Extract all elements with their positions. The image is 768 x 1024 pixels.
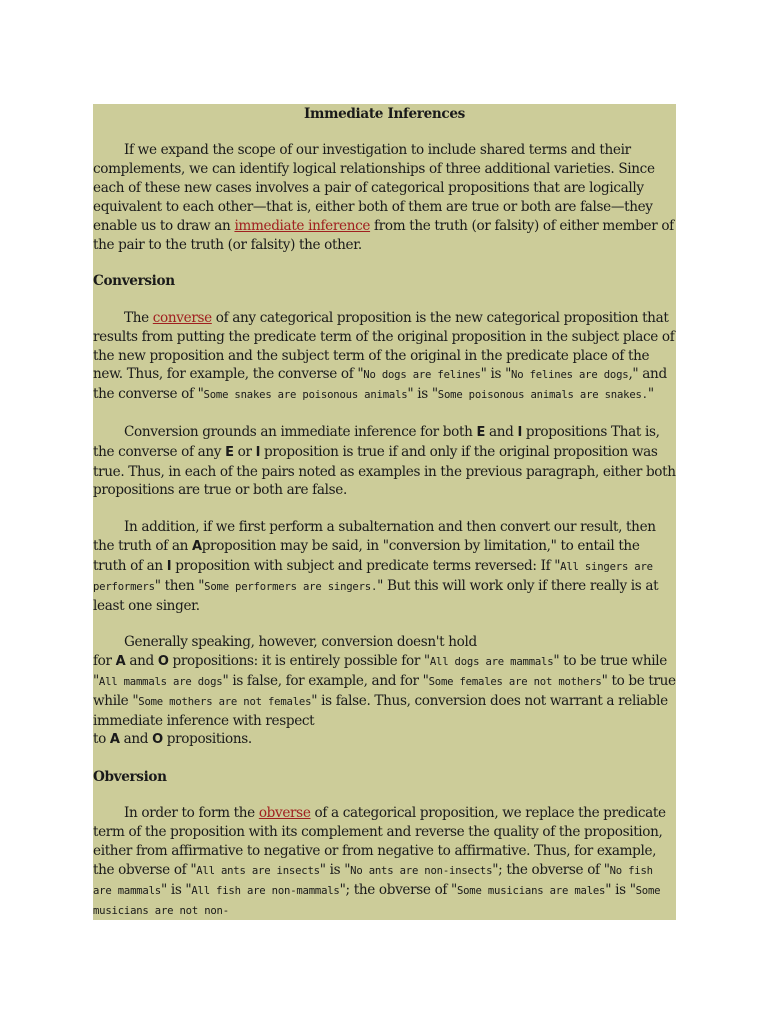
- proposition-letter: I: [517, 424, 522, 440]
- paragraph-text: "; the obverse of ": [339, 881, 457, 898]
- converse-link[interactable]: converse: [152, 309, 212, 326]
- paragraph-text: to: [93, 731, 110, 748]
- example-proposition: Some mothers are not females: [138, 695, 312, 708]
- obverse-link[interactable]: obverse: [258, 805, 311, 822]
- proposition-letter: A: [109, 732, 120, 748]
- paragraph-text: " But this will work only if there really is at least one singer.: [93, 577, 659, 614]
- paragraph-text: " to be true while ": [93, 672, 676, 709]
- paragraph-text: and: [119, 731, 153, 748]
- proposition-letter: I: [255, 444, 261, 460]
- paragraph-text: Generally speaking, however, conversion doesn't hold: [124, 633, 477, 650]
- example-proposition: All ants are insects: [196, 864, 320, 877]
- conversion-paragraph-1: [93, 309, 676, 406]
- paragraph-text: propositions That is, the converse of any: [93, 423, 660, 460]
- conversion-paragraph-3: [93, 518, 676, 616]
- paragraph-text: " is ": [407, 386, 438, 403]
- paragraph-text: In addition, if we first perform a subalternation and then convert our result, then the truth of an: [93, 518, 656, 554]
- proposition-letter: E: [476, 424, 485, 440]
- example-proposition: No dogs are felines: [363, 369, 481, 382]
- example-proposition: No fish are mammals: [93, 864, 653, 897]
- paragraph-text: " is ": [319, 861, 351, 878]
- paragraph-text: or: [233, 443, 256, 460]
- paragraph-text: for: [93, 652, 116, 669]
- example-proposition: All mammals are dogs: [98, 675, 223, 688]
- example-proposition: No ants are non-insects: [350, 864, 493, 877]
- example-proposition: Some musicians are males: [456, 884, 606, 897]
- proposition-letter: O: [152, 732, 163, 748]
- example-proposition: No felines are dogs: [511, 369, 629, 382]
- paragraph-text: proposition is true if and only if the original proposition was true. Thus, in each of the pairs noted as examples in the previous paragraph, either both propositions are true or both are false.: [93, 443, 676, 499]
- example-proposition: Some snakes are poisonous animals: [203, 389, 408, 402]
- paragraph-text: proposition may be said, in "conversion by limitation," to entail the truth of an: [93, 537, 640, 574]
- paragraph-text: " is false, for example, and for ": [222, 672, 429, 689]
- example-proposition: All fish are non-mammals: [191, 884, 340, 897]
- proposition-letter: I: [166, 558, 172, 574]
- paragraph-text: of any categorical proposition is the new categorical proposition that results from putting the predicate term of the original proposition in the subject place of the new proposition and the subject term of the original in the predicate place of the new. Thus, for example, the converse of ": [93, 309, 675, 383]
- obversion-paragraph-1: [93, 804, 676, 920]
- paragraph-text: propositions: it is entirely possible for ": [168, 652, 430, 669]
- proposition-letter: A: [191, 538, 202, 554]
- document-title: Immediate Inferences: [304, 106, 465, 122]
- example-proposition: All dogs are mammals: [429, 655, 554, 668]
- example-proposition: Some musicians are not non-: [93, 884, 661, 917]
- intro-text: If we expand the scope of our investigation to include shared terms and their complements, we can identify logical relationships of three additional varieties. Since each of these new cases involves a pair of categorical propositions that are logically equivalent to each other—that is, either both of them are true or both are false—they enable us to draw an: [93, 142, 655, 235]
- paragraph-text: " to be true while ": [93, 652, 667, 689]
- example-proposition: Some females are not mothers: [428, 675, 602, 688]
- paragraph-text: of a categorical proposition, we replace the predicate term of the proposition with its complement and reverse the quality of the proposition, either from affirmative to negative or from negative to affirmative. Thus, for example, the obverse of ": [93, 805, 666, 878]
- conversion-paragraph-4: [93, 633, 676, 750]
- paragraph-text: " is false. Thus, conversion does not warrant a reliable immediate inference with respect: [93, 692, 668, 729]
- intro-text: from the truth (or falsity) of either member of the pair to the truth (or falsity) the other.: [93, 218, 674, 253]
- paragraph-text: " is ": [605, 881, 636, 898]
- paragraph-text: and: [484, 423, 518, 440]
- paragraph-text: " is ": [160, 881, 192, 898]
- paragraph-text: " is ": [480, 366, 512, 383]
- paragraph-text: " then ": [154, 577, 205, 594]
- example-proposition: Some performers are singers.: [204, 580, 378, 593]
- section-heading-obversion: Obversion: [93, 768, 167, 785]
- example-proposition: Some poisonous animals are snakes.: [437, 389, 648, 402]
- example-proposition: All singers are performers: [93, 560, 653, 593]
- paragraph-text: "; the obverse of ": [492, 861, 610, 878]
- paragraph-text: The: [124, 309, 153, 326]
- paragraph-text: and: [125, 652, 158, 669]
- paragraph-text: Conversion grounds an immediate inference for both: [124, 423, 477, 440]
- proposition-letter: A: [115, 653, 126, 669]
- paragraph-text: proposition with subject and predicate terms reversed: If ": [171, 557, 561, 574]
- immediate-inference-link[interactable]: immediate inference: [234, 218, 371, 235]
- paragraph-text: propositions.: [162, 731, 252, 748]
- paragraph-text: In order to form the: [124, 805, 259, 822]
- intro-paragraph: [93, 141, 676, 254]
- paragraph-text: ": [647, 386, 654, 403]
- conversion-paragraph-2: [93, 423, 676, 501]
- proposition-letter: O: [157, 653, 169, 669]
- document-page: [93, 104, 676, 920]
- paragraph-text: ," and the converse of ": [93, 366, 667, 403]
- section-heading-conversion: Conversion: [93, 273, 175, 290]
- proposition-letter: E: [225, 444, 234, 460]
